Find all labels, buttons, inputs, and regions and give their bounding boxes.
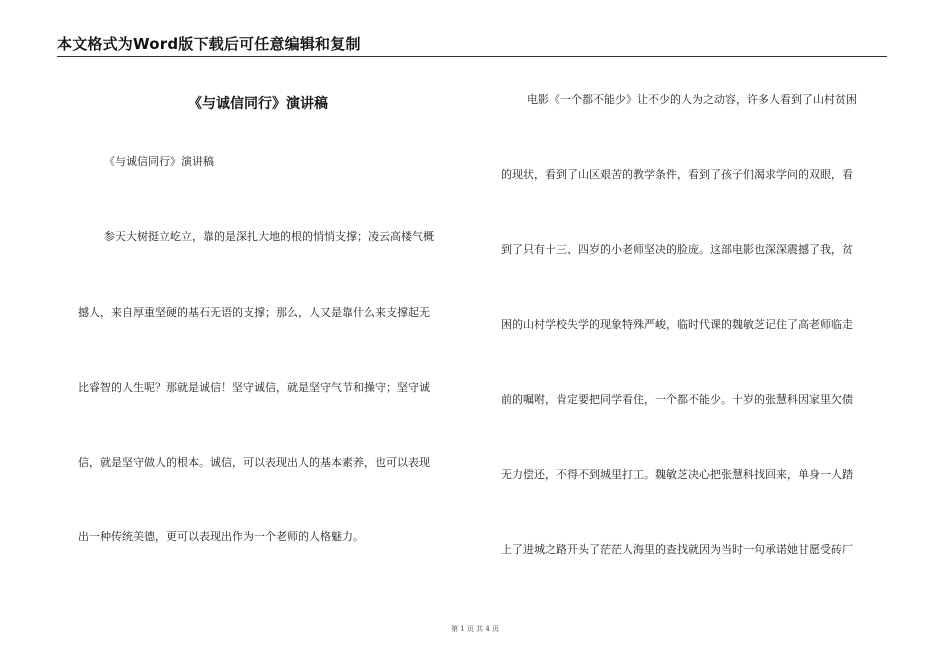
- left-paragraph-line: 撼人，来自厚重坚硬的基石无语的支撑；那么，人又是靠什么来支撑起无: [78, 306, 430, 319]
- right-paragraph-line: 前的嘱咐，肯定要把同学看住，一个都不能少。十岁的张慧科因家里欠债: [501, 393, 853, 406]
- left-paragraph-line: 信，就是坚守做人的根本。诚信，可以表现出人的基本素养，也可以表现: [78, 456, 430, 469]
- right-paragraph-line: 电影《一个都不能少》让不少的人为之动容，许多人看到了山村贫困: [527, 93, 857, 106]
- download-banner: 本文格式为Word版下载后可任意编辑和复制: [57, 35, 361, 53]
- right-paragraph-line: 无力偿还，不得不到城里打工。魏敏芝决心把张慧科找回来，单身一人踏: [501, 468, 853, 481]
- right-paragraph-line: 到了只有十三、四岁的小老师坚决的脸庞。这部电影也深深震撼了我，贫: [501, 243, 853, 256]
- document-title: 《与诚信同行》演讲稿: [188, 96, 328, 112]
- header-rule: [57, 56, 887, 57]
- left-paragraph-line: 参天大树挺立屹立，靠的是深扎大地的根的悄悄支撑；凌云高楼气概: [104, 230, 434, 243]
- right-paragraph-line: 上了进城之路开头了茫茫人海里的查找就因为当时一句承诺她甘愿受砖厂: [501, 543, 853, 556]
- left-subtitle: 《与诚信同行》演讲稿: [104, 155, 214, 168]
- right-paragraph-line: 的现状，看到了山区艰苦的教学条件，看到了孩子们渴求学问的双眼，看: [501, 168, 853, 181]
- left-paragraph-line: 出一种传统美德，更可以表现出作为一个老师的人格魅力。: [78, 530, 364, 543]
- right-paragraph-line: 困的山村学校失学的现象特殊严峻，临时代课的魏敏芝记住了高老师临走: [501, 318, 853, 331]
- page-number: 第 1 页 共 4 页: [450, 625, 500, 633]
- left-paragraph-line: 比睿智的人生呢？那就是诚信！坚守诚信，就是坚守气节和操守；坚守诚: [78, 381, 430, 394]
